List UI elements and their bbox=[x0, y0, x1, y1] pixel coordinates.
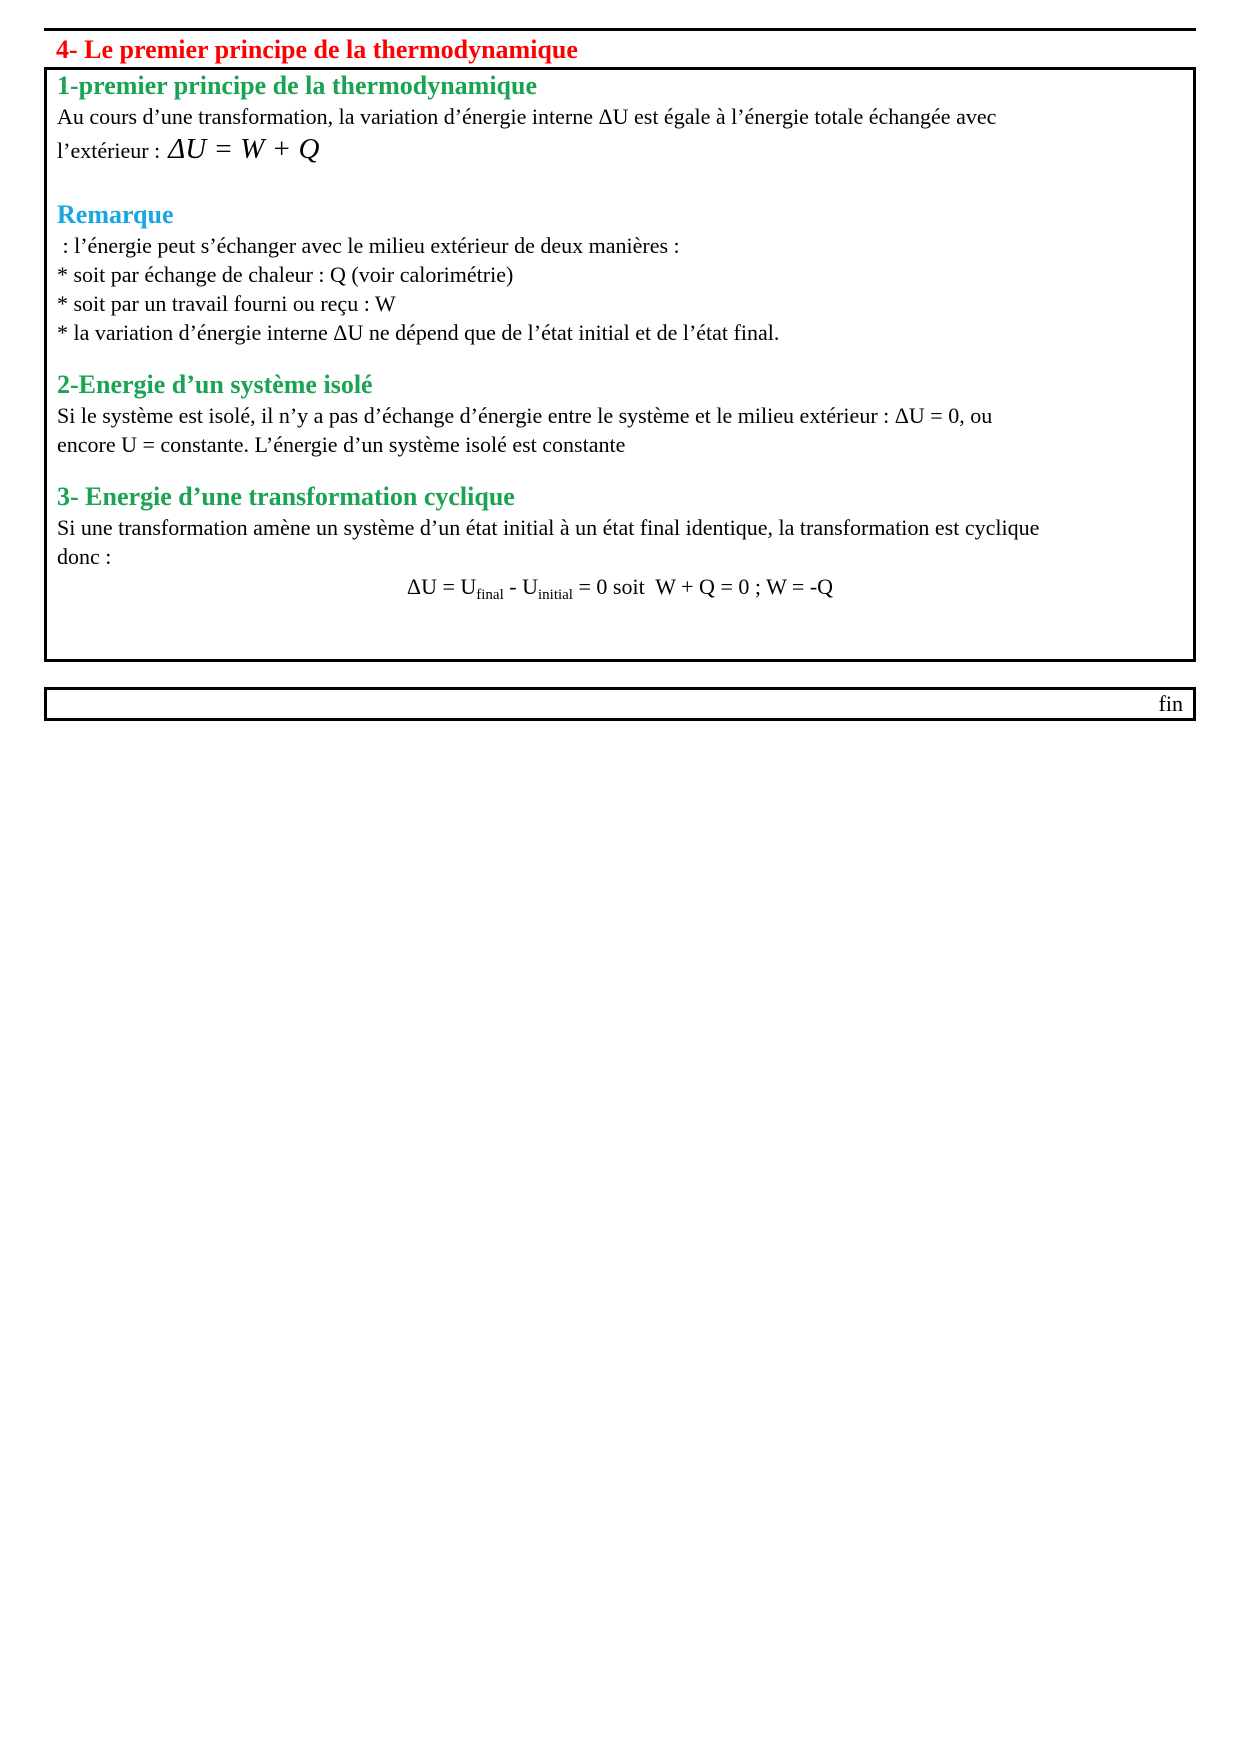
remarque-line: * soit par échange de chaleur : Q (voir calorimétrie) bbox=[57, 262, 514, 287]
remarque-heading: Remarque bbox=[57, 200, 174, 229]
section1-line2-prefix: l’extérieur : bbox=[57, 138, 161, 163]
section1-heading: 1-premier principe de la thermodynamique bbox=[57, 71, 538, 100]
remarque-line: * la variation d’énergie interne ΔU ne dépend que de l’état initial et de l’état final. bbox=[57, 320, 780, 345]
cyclic-equation bbox=[57, 571, 1183, 603]
content-inner bbox=[57, 70, 1183, 603]
footer-box bbox=[44, 687, 1196, 721]
first-principle-formula: ΔU = W + Q bbox=[168, 133, 320, 165]
page-title: 4- Le premier principe de la thermodynamique bbox=[56, 35, 578, 64]
remarque-line: : l’énergie peut s’échanger avec le milieu extérieur de deux manières : bbox=[57, 233, 680, 258]
equation-part: - U bbox=[503, 574, 538, 599]
top-rule bbox=[44, 28, 1196, 31]
section1-line2 bbox=[57, 131, 1183, 169]
remarque-line: * soit par un travail fourni ou reçu : W bbox=[57, 291, 396, 316]
section2-heading: 2-Energie d’un système isolé bbox=[57, 370, 373, 399]
footer-fin: fin bbox=[1158, 691, 1183, 716]
equation-part: = 0 soit W + Q = 0 ; W = -Q bbox=[572, 574, 834, 599]
equation-subscript: initial bbox=[537, 587, 573, 603]
content-box bbox=[44, 67, 1196, 662]
equation-part: ΔU = U bbox=[406, 574, 477, 599]
equation-subscript: final bbox=[476, 587, 504, 603]
section2-line: encore U = constante. L’énergie d’un système isolé est constante bbox=[57, 432, 626, 457]
section2-line: Si le système est isolé, il n’y a pas d’échange d’énergie entre le système et le milieu extérieur : ΔU = 0, ou bbox=[57, 403, 993, 428]
section3-heading: 3- Energie d’une transformation cyclique bbox=[57, 482, 515, 511]
section3-line: Si une transformation amène un système d’un état initial à un état final identique, la transformation est cyclique bbox=[57, 515, 1040, 540]
section3-line: donc : bbox=[57, 544, 112, 569]
section1-line1: Au cours d’une transformation, la variation d’énergie interne ΔU est égale à l’énergie totale échangée avec bbox=[57, 104, 997, 129]
